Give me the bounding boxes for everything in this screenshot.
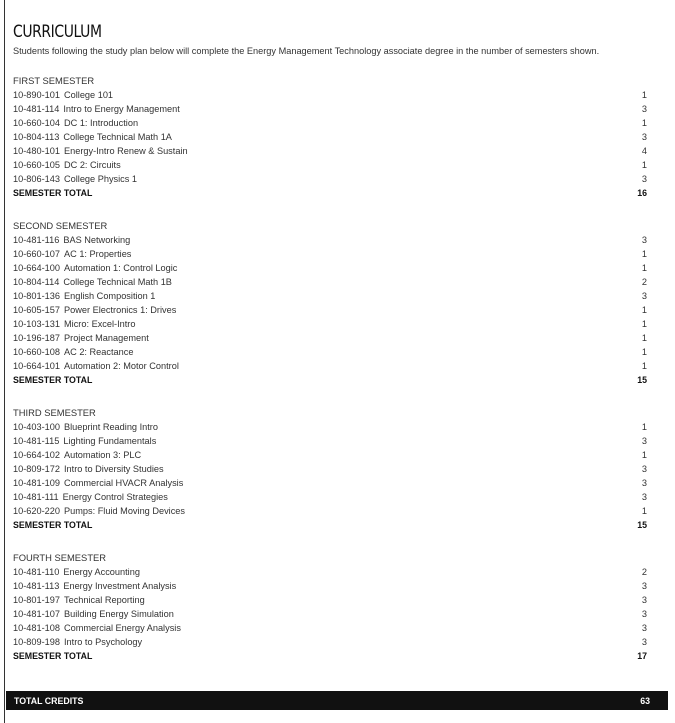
course-row [13, 490, 657, 504]
course-credits: 3 [641, 622, 647, 633]
semester-title: FIRST SEMESTER [13, 74, 95, 86]
course-code: 10-804-114 [13, 276, 60, 287]
course-code: 10-481-114 [13, 103, 60, 114]
course-credits: 1 [641, 262, 647, 273]
course-code: 10-664-102 [13, 449, 60, 460]
semester-title: THIRD SEMESTER [13, 406, 96, 418]
course-code: 10-481-113 [13, 580, 60, 591]
semester-section [13, 551, 657, 663]
course-row [13, 303, 657, 317]
course-name: Energy Accounting [63, 566, 140, 577]
semester-total-label: SEMESTER TOTAL [13, 374, 93, 385]
semester-total-label: SEMESTER TOTAL [13, 650, 93, 661]
course-row [13, 102, 657, 116]
course-code: 10-103-131 [13, 318, 60, 329]
course-name: Intro to Energy Management [63, 103, 180, 114]
course-info [13, 144, 188, 158]
course-info [13, 621, 181, 635]
course-info [13, 158, 121, 172]
semester-total-row [13, 649, 657, 663]
course-row [13, 275, 657, 289]
course-info [13, 331, 149, 345]
course-row [13, 434, 657, 448]
course-credits: 1 [641, 304, 647, 315]
course-row [13, 359, 657, 373]
course-info [13, 317, 135, 331]
course-row [13, 261, 657, 275]
course-info [13, 233, 130, 247]
course-credits: 3 [641, 608, 647, 619]
course-info [13, 359, 179, 373]
left-border-rule [4, 0, 5, 723]
course-row [13, 504, 657, 518]
course-info [13, 420, 158, 434]
course-code: 10-605-157 [13, 304, 60, 315]
semester-total-value: 16 [637, 187, 647, 198]
course-credits: 3 [641, 131, 647, 142]
course-info [13, 476, 183, 490]
course-code: 10-660-108 [13, 346, 60, 357]
course-name: Energy Investment Analysis [63, 580, 177, 591]
course-credits: 3 [641, 636, 647, 647]
course-code: 10-801-197 [13, 594, 60, 605]
semester-section [13, 74, 657, 200]
course-name: DC 2: Circuits [64, 159, 121, 170]
course-credits: 3 [641, 103, 647, 114]
course-info [13, 88, 113, 102]
course-row [13, 476, 657, 490]
course-credits: 1 [641, 421, 647, 432]
course-row [13, 233, 657, 247]
course-credits: 3 [641, 477, 647, 488]
semester-total-label: SEMESTER TOTAL [13, 187, 93, 198]
course-name: Commercial Energy Analysis [64, 622, 181, 633]
semester-total-row [13, 186, 657, 200]
course-credits: 1 [641, 360, 647, 371]
course-credits: 1 [641, 117, 647, 128]
course-name: Intro to Diversity Studies [64, 463, 164, 474]
total-credits-label: TOTAL CREDITS [14, 695, 84, 706]
course-credits: 3 [641, 594, 647, 605]
course-code: 10-801-136 [13, 290, 60, 301]
course-info [13, 289, 155, 303]
course-name: BAS Networking [63, 234, 131, 245]
course-credits: 1 [641, 318, 647, 329]
total-credits-bar [6, 691, 668, 710]
course-credits: 3 [641, 435, 647, 446]
course-info [13, 345, 133, 359]
course-info [13, 607, 174, 621]
course-credits: 1 [641, 248, 647, 259]
course-info [13, 579, 176, 593]
course-row [13, 144, 657, 158]
course-info [13, 102, 180, 116]
course-code: 10-809-172 [13, 463, 60, 474]
course-credits: 1 [641, 89, 647, 100]
course-info [13, 635, 142, 649]
course-info [13, 448, 141, 462]
course-credits: 1 [641, 505, 647, 516]
course-row [13, 130, 657, 144]
course-info [13, 490, 168, 504]
course-info [13, 130, 172, 144]
course-row [13, 565, 657, 579]
course-credits: 1 [641, 346, 647, 357]
course-name: College Physics 1 [64, 173, 138, 184]
course-row [13, 579, 657, 593]
course-credits: 3 [641, 234, 647, 245]
course-credits: 1 [641, 159, 647, 170]
course-row [13, 247, 657, 261]
course-code: 10-196-187 [13, 332, 60, 343]
course-info [13, 261, 177, 275]
course-name: Automation 1: Control Logic [64, 262, 178, 273]
course-code: 10-481-107 [13, 608, 60, 619]
course-list [13, 420, 657, 518]
course-code: 10-806-143 [13, 173, 60, 184]
course-code: 10-620-220 [13, 505, 60, 516]
course-code: 10-480-101 [13, 145, 60, 156]
course-name: English Composition 1 [64, 290, 156, 301]
course-name: Automation 2: Motor Control [64, 360, 179, 371]
course-name: Automation 3: PLC [64, 449, 142, 460]
curriculum-page [13, 22, 657, 663]
course-row [13, 448, 657, 462]
course-code: 10-664-101 [13, 360, 60, 371]
course-list [13, 233, 657, 373]
course-code: 10-481-108 [13, 622, 60, 633]
course-code: 10-481-109 [13, 477, 60, 488]
course-name: College 101 [64, 89, 114, 100]
course-row [13, 345, 657, 359]
course-code: 10-481-111 [13, 491, 59, 502]
course-row [13, 116, 657, 130]
course-code: 10-481-116 [13, 234, 60, 245]
intro-text: Students following the study plan below will complete the Energy Management Technology associate degree in the number of semesters shown. [13, 46, 600, 56]
course-row [13, 289, 657, 303]
course-name: College Technical Math 1A [63, 131, 172, 142]
course-row [13, 172, 657, 186]
semester-list [13, 74, 657, 663]
page-title: CURRICULUM [13, 22, 102, 42]
course-code: 10-804-113 [13, 131, 60, 142]
course-list [13, 88, 657, 186]
course-name: Technical Reporting [64, 594, 145, 605]
course-info [13, 593, 145, 607]
semester-total-value: 15 [637, 374, 647, 385]
course-row [13, 593, 657, 607]
course-name: AC 1: Properties [64, 248, 132, 259]
semester-total-value: 15 [637, 519, 647, 530]
course-row [13, 621, 657, 635]
course-row [13, 420, 657, 434]
course-row [13, 607, 657, 621]
course-name: Building Energy Simulation [64, 608, 174, 619]
course-info [13, 247, 131, 261]
course-name: Energy-Intro Renew & Sustain [64, 145, 188, 156]
course-credits: 4 [641, 145, 647, 156]
total-credits-value: 63 [640, 695, 650, 706]
semester-section [13, 219, 657, 387]
course-credits: 3 [641, 491, 647, 502]
course-name: Micro: Excel-Intro [64, 318, 136, 329]
course-row [13, 317, 657, 331]
semester-total-value: 17 [637, 650, 647, 661]
course-list [13, 565, 657, 649]
course-row [13, 331, 657, 345]
course-code: 10-890-101 [13, 89, 60, 100]
course-code: 10-481-115 [13, 435, 60, 446]
course-info [13, 462, 164, 476]
course-name: Blueprint Reading Intro [64, 421, 158, 432]
course-code: 10-660-104 [13, 117, 60, 128]
course-name: Power Electronics 1: Drives [64, 304, 177, 315]
course-row [13, 88, 657, 102]
course-name: College Technical Math 1B [63, 276, 172, 287]
course-credits: 3 [641, 580, 647, 591]
course-row [13, 635, 657, 649]
course-credits: 1 [641, 332, 647, 343]
course-info [13, 116, 138, 130]
course-row [13, 462, 657, 476]
course-info [13, 275, 172, 289]
course-info [13, 504, 185, 518]
course-info [13, 565, 140, 579]
semester-total-row [13, 518, 657, 532]
course-code: 10-809-198 [13, 636, 60, 647]
course-code: 10-403-100 [13, 421, 60, 432]
course-row [13, 158, 657, 172]
course-credits: 3 [641, 290, 647, 301]
course-credits: 2 [641, 566, 647, 577]
course-name: Energy Control Strategies [62, 491, 168, 502]
course-code: 10-664-100 [13, 262, 60, 273]
course-credits: 2 [641, 276, 647, 287]
course-name: Pumps: Fluid Moving Devices [64, 505, 186, 516]
course-code: 10-660-105 [13, 159, 60, 170]
semester-section [13, 406, 657, 532]
semester-total-row [13, 373, 657, 387]
course-code: 10-481-110 [13, 566, 60, 577]
semester-total-label: SEMESTER TOTAL [13, 519, 93, 530]
course-name: Commercial HVACR Analysis [64, 477, 184, 488]
course-name: Lighting Fundamentals [63, 435, 157, 446]
course-credits: 1 [641, 449, 647, 460]
course-info [13, 434, 156, 448]
course-name: Intro to Psychology [64, 636, 143, 647]
course-info [13, 172, 137, 186]
course-info [13, 303, 176, 317]
semester-title: SECOND SEMESTER [13, 219, 108, 231]
course-name: Project Management [64, 332, 149, 343]
course-code: 10-660-107 [13, 248, 60, 259]
course-credits: 3 [641, 173, 647, 184]
course-credits: 3 [641, 463, 647, 474]
course-name: DC 1: Introduction [64, 117, 139, 128]
semester-title: FOURTH SEMESTER [13, 551, 107, 563]
course-name: AC 2: Reactance [64, 346, 134, 357]
